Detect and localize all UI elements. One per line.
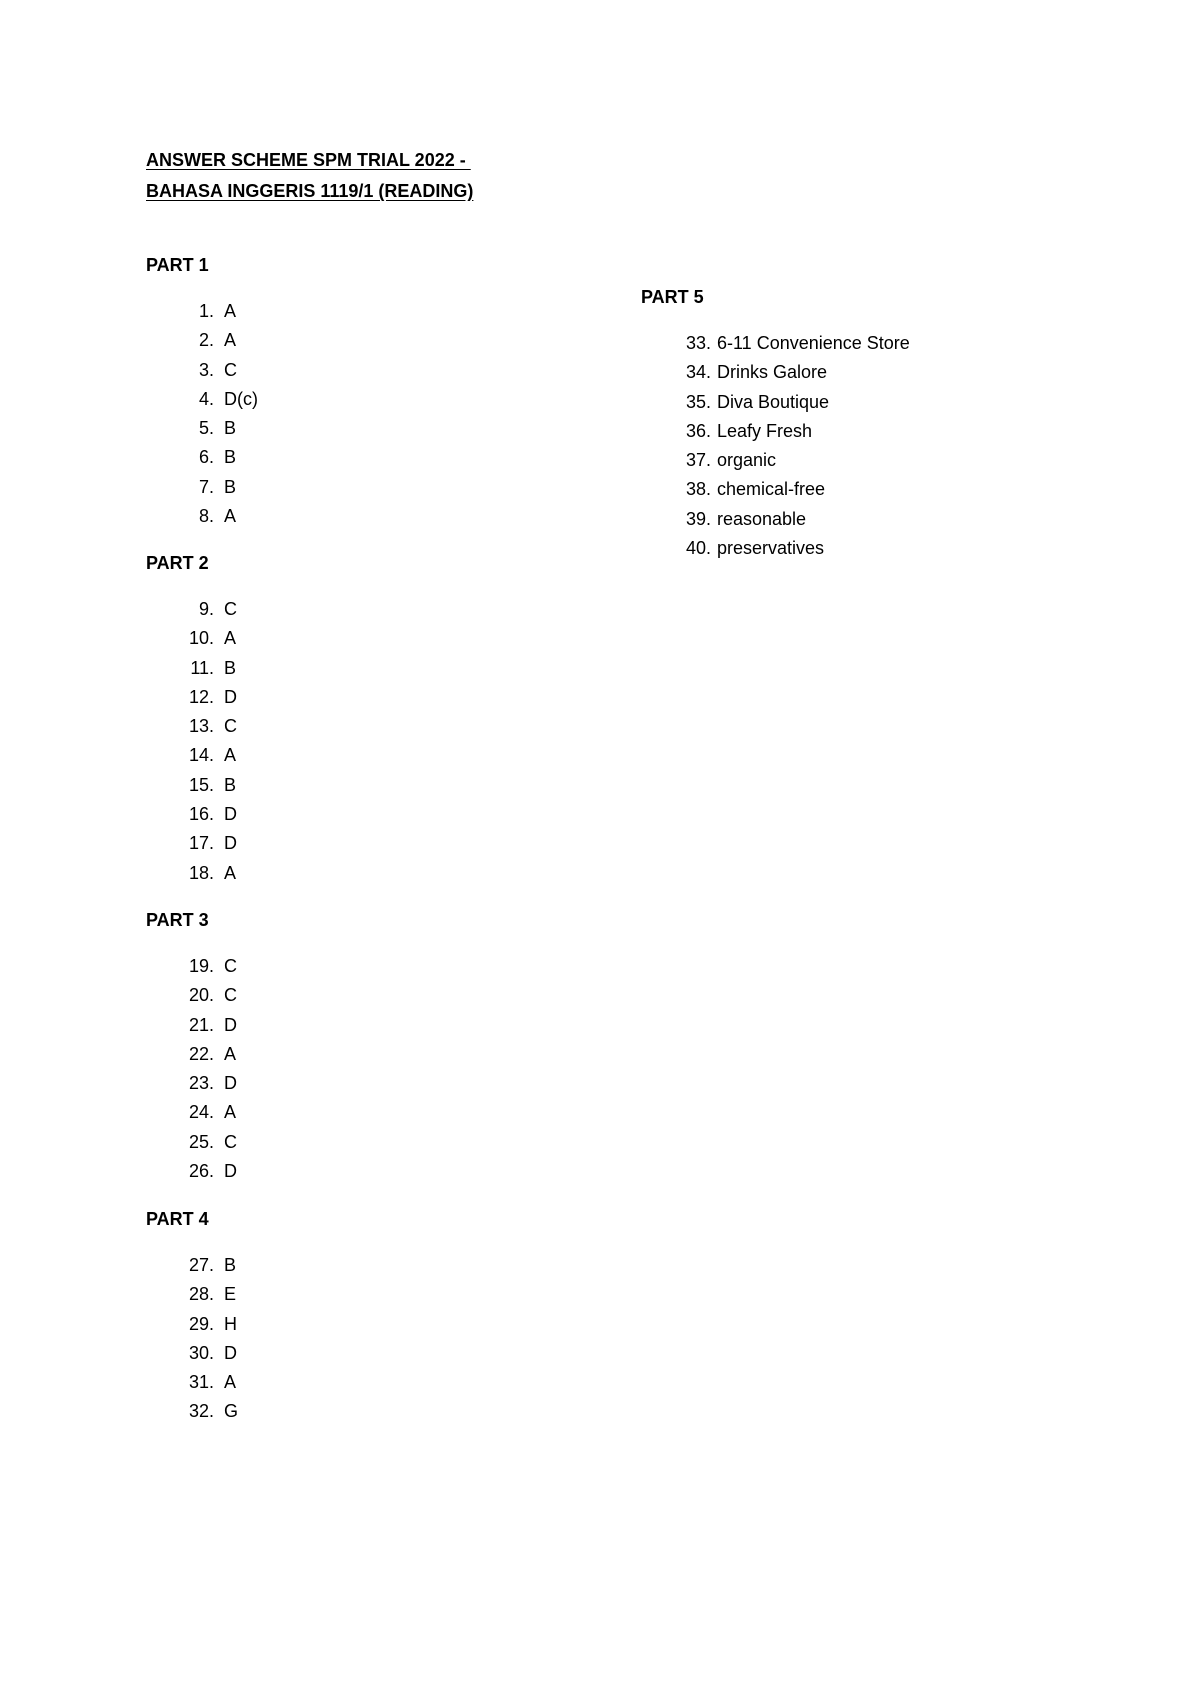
answer-value: C bbox=[224, 599, 237, 619]
answer-value: D bbox=[224, 1161, 237, 1182]
question-number: 12. bbox=[188, 686, 214, 707]
answer-value: G bbox=[224, 1401, 239, 1422]
question-number: 29. bbox=[188, 1313, 214, 1334]
question-number: 5. bbox=[198, 418, 214, 439]
answer-item bbox=[176, 952, 626, 981]
question-number: 21. bbox=[188, 1014, 214, 1035]
answer-item bbox=[176, 1251, 626, 1280]
question-number: 32. bbox=[188, 1401, 214, 1422]
part-5-heading: PART 5 bbox=[641, 287, 704, 307]
question-number: 30. bbox=[188, 1342, 214, 1363]
question-number: 17. bbox=[188, 833, 214, 854]
answer-item bbox=[176, 741, 626, 770]
part-3-answer-list bbox=[176, 952, 626, 1186]
answer-value: B bbox=[224, 774, 237, 795]
answer-item bbox=[675, 358, 1121, 387]
part-1-answer-list bbox=[176, 297, 626, 531]
question-number: 13. bbox=[188, 716, 214, 737]
question-number: 6. bbox=[198, 447, 214, 468]
answer-value: Leafy Fresh bbox=[717, 420, 813, 441]
answer-item bbox=[176, 414, 626, 443]
answer-item bbox=[176, 800, 626, 829]
question-number: 10. bbox=[188, 628, 214, 649]
part-2-answer-list bbox=[176, 595, 626, 888]
part-4-section bbox=[146, 1207, 626, 1427]
answer-item bbox=[176, 326, 626, 355]
part-1-heading: PART 1 bbox=[146, 255, 209, 275]
answer-value: D bbox=[224, 1014, 237, 1035]
answer-item bbox=[176, 712, 626, 741]
answer-item bbox=[675, 446, 1121, 475]
answer-item bbox=[675, 534, 1121, 563]
question-number: 37. bbox=[685, 450, 711, 471]
question-number: 35. bbox=[685, 391, 711, 412]
answer-item bbox=[176, 683, 626, 712]
part-2-heading: PART 2 bbox=[146, 553, 209, 573]
answer-item bbox=[176, 595, 626, 624]
part-4-answer-list bbox=[176, 1251, 626, 1427]
answer-item bbox=[176, 1040, 626, 1069]
part-5-answer-list bbox=[675, 329, 1121, 563]
answer-item bbox=[176, 1310, 626, 1339]
answer-value: A bbox=[224, 628, 237, 649]
answer-item bbox=[675, 388, 1121, 417]
answer-value: E bbox=[224, 1284, 237, 1305]
answer-value: reasonable bbox=[717, 508, 807, 529]
answer-item bbox=[675, 329, 1121, 358]
question-number: 3. bbox=[198, 359, 214, 380]
question-number: 24. bbox=[188, 1102, 214, 1123]
question-number: 4. bbox=[198, 388, 214, 409]
question-number: 26. bbox=[188, 1161, 214, 1182]
question-number: 9. bbox=[198, 599, 214, 619]
answer-value: A bbox=[224, 301, 237, 321]
answer-item bbox=[176, 1280, 626, 1309]
question-number: 22. bbox=[188, 1043, 214, 1064]
answer-item bbox=[176, 1397, 626, 1426]
answer-item bbox=[176, 356, 626, 385]
answer-value: D bbox=[224, 1342, 237, 1363]
answer-value: D bbox=[224, 804, 237, 825]
question-number: 34. bbox=[685, 362, 711, 383]
answer-item bbox=[675, 505, 1121, 534]
answer-value: B bbox=[224, 447, 237, 468]
answer-item bbox=[675, 417, 1121, 446]
question-number: 18. bbox=[188, 862, 214, 883]
answer-value: B bbox=[224, 1255, 237, 1275]
answer-item bbox=[176, 385, 626, 414]
question-number: 25. bbox=[188, 1131, 214, 1152]
question-number: 2. bbox=[198, 330, 214, 351]
answer-item bbox=[176, 1368, 626, 1397]
question-number: 28. bbox=[188, 1284, 214, 1305]
answer-value: B bbox=[224, 476, 237, 497]
question-number: 11. bbox=[190, 657, 214, 678]
question-number: 39. bbox=[685, 508, 711, 529]
answer-item bbox=[176, 1098, 626, 1127]
answer-value: D bbox=[224, 686, 237, 707]
question-number: 15. bbox=[188, 774, 214, 795]
answer-item bbox=[176, 1011, 626, 1040]
part-2-section bbox=[146, 551, 626, 888]
question-number: 23. bbox=[188, 1073, 214, 1094]
answer-value: C bbox=[224, 985, 237, 1006]
answer-item bbox=[176, 859, 626, 888]
answer-value: C bbox=[224, 716, 237, 737]
answer-value: D bbox=[224, 833, 237, 854]
answer-value: A bbox=[224, 1372, 237, 1393]
answer-item bbox=[176, 654, 626, 683]
part-4-heading: PART 4 bbox=[146, 1209, 209, 1229]
question-number: 33. bbox=[685, 333, 711, 353]
answer-value: A bbox=[224, 1102, 237, 1123]
answer-value: A bbox=[224, 1043, 237, 1064]
answer-item bbox=[176, 624, 626, 653]
question-number: 40. bbox=[685, 538, 711, 559]
answer-value: D(c) bbox=[224, 388, 258, 409]
part-3-section bbox=[146, 908, 626, 1186]
answer-item bbox=[675, 475, 1121, 504]
question-number: 27. bbox=[188, 1255, 214, 1275]
question-number: 1. bbox=[198, 301, 214, 321]
question-number: 19. bbox=[188, 956, 214, 976]
answer-item bbox=[176, 829, 626, 858]
question-number: 36. bbox=[685, 420, 711, 441]
answer-item bbox=[176, 1157, 626, 1186]
answer-value: 6-11 Convenience Store bbox=[717, 333, 910, 353]
answer-value: A bbox=[224, 330, 237, 351]
question-number: 7. bbox=[198, 476, 214, 497]
answer-value: C bbox=[224, 956, 237, 976]
answer-item bbox=[176, 502, 626, 531]
document-title-line-2: BAHASA INGGERIS 1119/1 (READING) bbox=[146, 181, 474, 201]
answer-value: A bbox=[224, 745, 237, 766]
answer-value: Diva Boutique bbox=[717, 391, 830, 412]
question-number: 31. bbox=[188, 1372, 214, 1393]
answer-item bbox=[176, 1128, 626, 1157]
document-title-line-1: ANSWER SCHEME SPM TRIAL 2022 - bbox=[146, 150, 471, 170]
answer-value: C bbox=[224, 359, 237, 380]
answer-item bbox=[176, 1069, 626, 1098]
answer-item bbox=[176, 473, 626, 502]
question-number: 20. bbox=[188, 985, 214, 1006]
part-1-section bbox=[146, 253, 626, 531]
answer-value: chemical-free bbox=[717, 479, 826, 500]
answer-value: B bbox=[224, 657, 237, 678]
answer-value: D bbox=[224, 1073, 237, 1094]
answer-value: organic bbox=[717, 450, 777, 471]
question-number: 8. bbox=[198, 506, 214, 527]
answer-value: H bbox=[224, 1313, 237, 1334]
answer-item bbox=[176, 297, 626, 326]
answer-item bbox=[176, 981, 626, 1010]
part-5-section bbox=[641, 285, 1121, 563]
answer-item bbox=[176, 443, 626, 472]
answer-value: A bbox=[224, 862, 237, 883]
answer-value: A bbox=[224, 506, 237, 527]
question-number: 14. bbox=[188, 745, 214, 766]
answer-value: Drinks Galore bbox=[717, 362, 828, 383]
question-number: 38. bbox=[685, 479, 711, 500]
answer-value: B bbox=[224, 418, 237, 439]
part-3-heading: PART 3 bbox=[146, 910, 209, 930]
question-number: 16. bbox=[188, 804, 214, 825]
answer-item bbox=[176, 771, 626, 800]
answer-value: preservatives bbox=[717, 538, 825, 559]
answer-item bbox=[176, 1339, 626, 1368]
answer-value: C bbox=[224, 1131, 237, 1152]
